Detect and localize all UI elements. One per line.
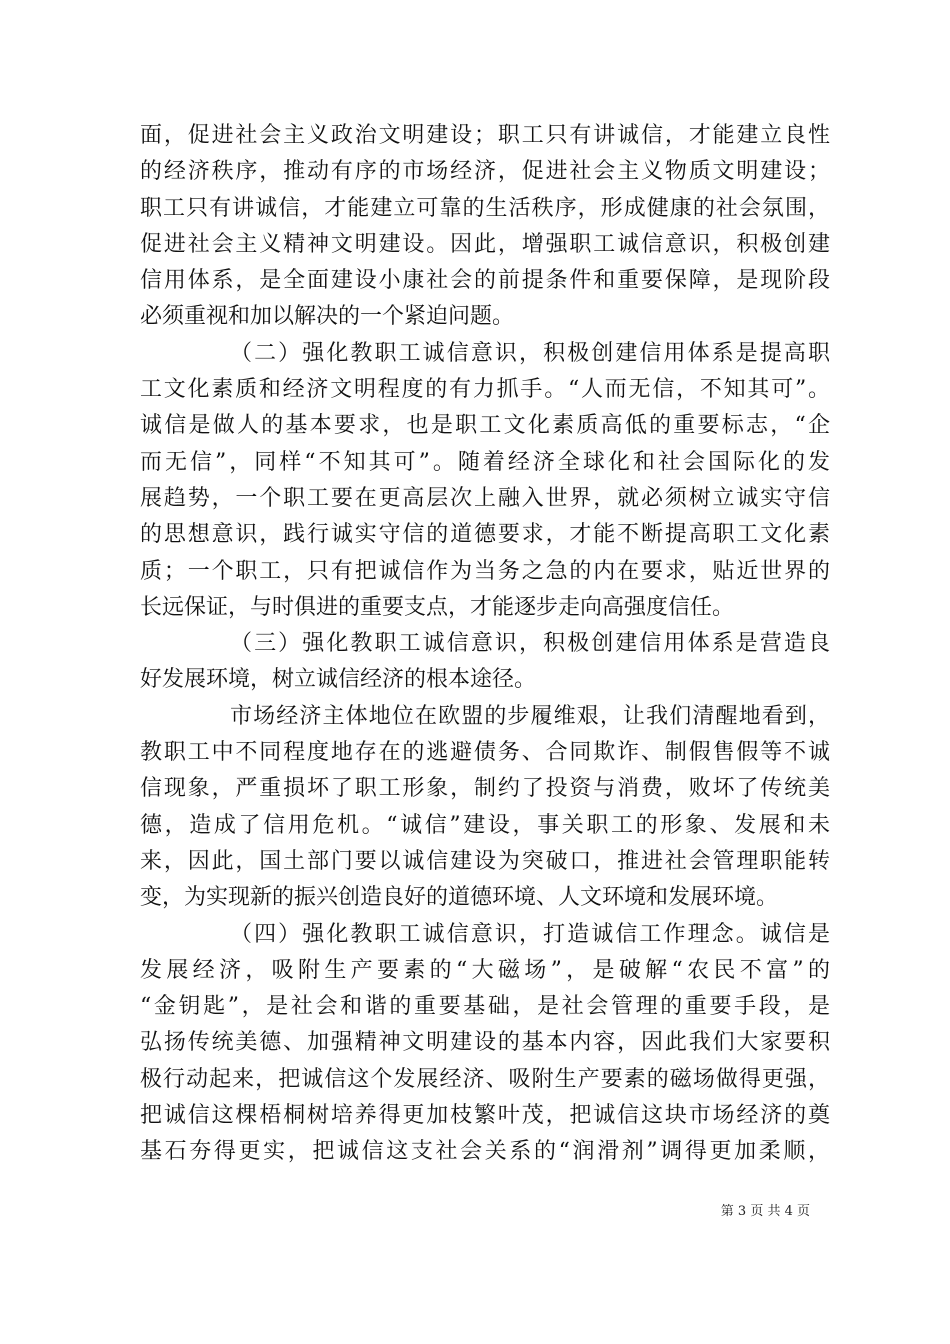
text-line: 长远保证，与时俱进的重要支点，才能逐步走向高强度信任。	[140, 594, 735, 620]
text-line: 好发展环境，树立诚信经济的根本途径。	[140, 667, 537, 693]
text-line: 工文化素质和经济文明程度的有力抓手。“人而无信，不知其可”。	[140, 377, 830, 403]
text-line: 必须重视和加以解决的一个紧迫问题。	[140, 304, 515, 330]
body-text	[140, 118, 830, 1171]
text-line: 而无信”，同样“不知其可”。随着经济全球化和社会国际化的发	[140, 449, 830, 475]
text-line: 发展经济，吸附生产要素的“大磁场”，是破解“农民不富”的	[140, 957, 830, 983]
text-line: 信现象，严重损坏了职工形象，制约了投资与消费，败坏了传统美	[140, 776, 830, 802]
text-line: 把诚信这棵梧桐树培养得更加枝繁叶茂，把诚信这块市场经济的奠	[140, 1103, 830, 1129]
text-line: 弘扬传统美德、加强精神文明建设的基本内容，因此我们大家要积	[140, 1030, 830, 1056]
section-heading-2: （二）强化教职工诚信意识，积极创建信用体系是提高职	[230, 340, 830, 366]
text-line: 质；一个职工，只有把诚信作为当务之急的内在要求，贴近世界的	[140, 558, 830, 584]
section-heading-3: （三）强化教职工诚信意识，积极创建信用体系是营造良	[230, 631, 830, 657]
text-line: 的思想意识，践行诚实守信的道德要求，才能不断提高职工文化素	[140, 522, 830, 548]
text-line: 变，为实现新的振兴创造良好的道德环境、人文环境和发展环境。	[140, 885, 779, 911]
text-line: 促进社会主义精神文明建设。因此，增强职工诚信意识，积极创建	[140, 231, 830, 257]
text-line: 德，造成了信用危机。“诚信”建设，事关职工的形象、发展和未	[140, 812, 830, 838]
page-number-footer: 第 3 页 共 4 页	[720, 1204, 810, 1219]
text-line: 基石夯得更实，把诚信这支社会关系的“润滑剂”调得更加柔顺，	[140, 1139, 830, 1165]
section-heading-4: （四）强化教职工诚信意识，打造诚信工作理念。诚信是	[230, 921, 830, 947]
text-line: 来，因此，国土部门要以诚信建设为突破口，推进社会管理职能转	[140, 848, 830, 874]
text-line: “金钥匙”，是社会和谐的重要基础，是社会管理的重要手段，是	[140, 994, 830, 1020]
paragraph-start: 市场经济主体地位在欧盟的步履维艰，让我们清醒地看到，	[230, 703, 830, 729]
text-line: 极行动起来，把诚信这个发展经济、吸附生产要素的磁场做得更强，	[140, 1066, 830, 1092]
text-line: 职工只有讲诚信，才能建立可靠的生活秩序，形成健康的社会氛围，	[140, 195, 830, 221]
text-line: 的经济秩序，推动有序的市场经济，促进社会主义物质文明建设；	[140, 159, 830, 185]
text-line: 展趋势，一个职工要在更高层次上融入世界，就必须树立诚实守信	[140, 485, 830, 511]
text-line: 面，促进社会主义政治文明建设；职工只有讲诚信，才能建立良性	[140, 123, 830, 148]
text-line: 教职工中不同程度地存在的逃避债务、合同欺诈、制假售假等不诚	[140, 740, 830, 766]
text-line: 诚信是做人的基本要求，也是职工文化素质高低的重要标志，“企	[140, 413, 830, 439]
text-line: 信用体系，是全面建设小康社会的前提条件和重要保障，是现阶段	[140, 268, 830, 294]
